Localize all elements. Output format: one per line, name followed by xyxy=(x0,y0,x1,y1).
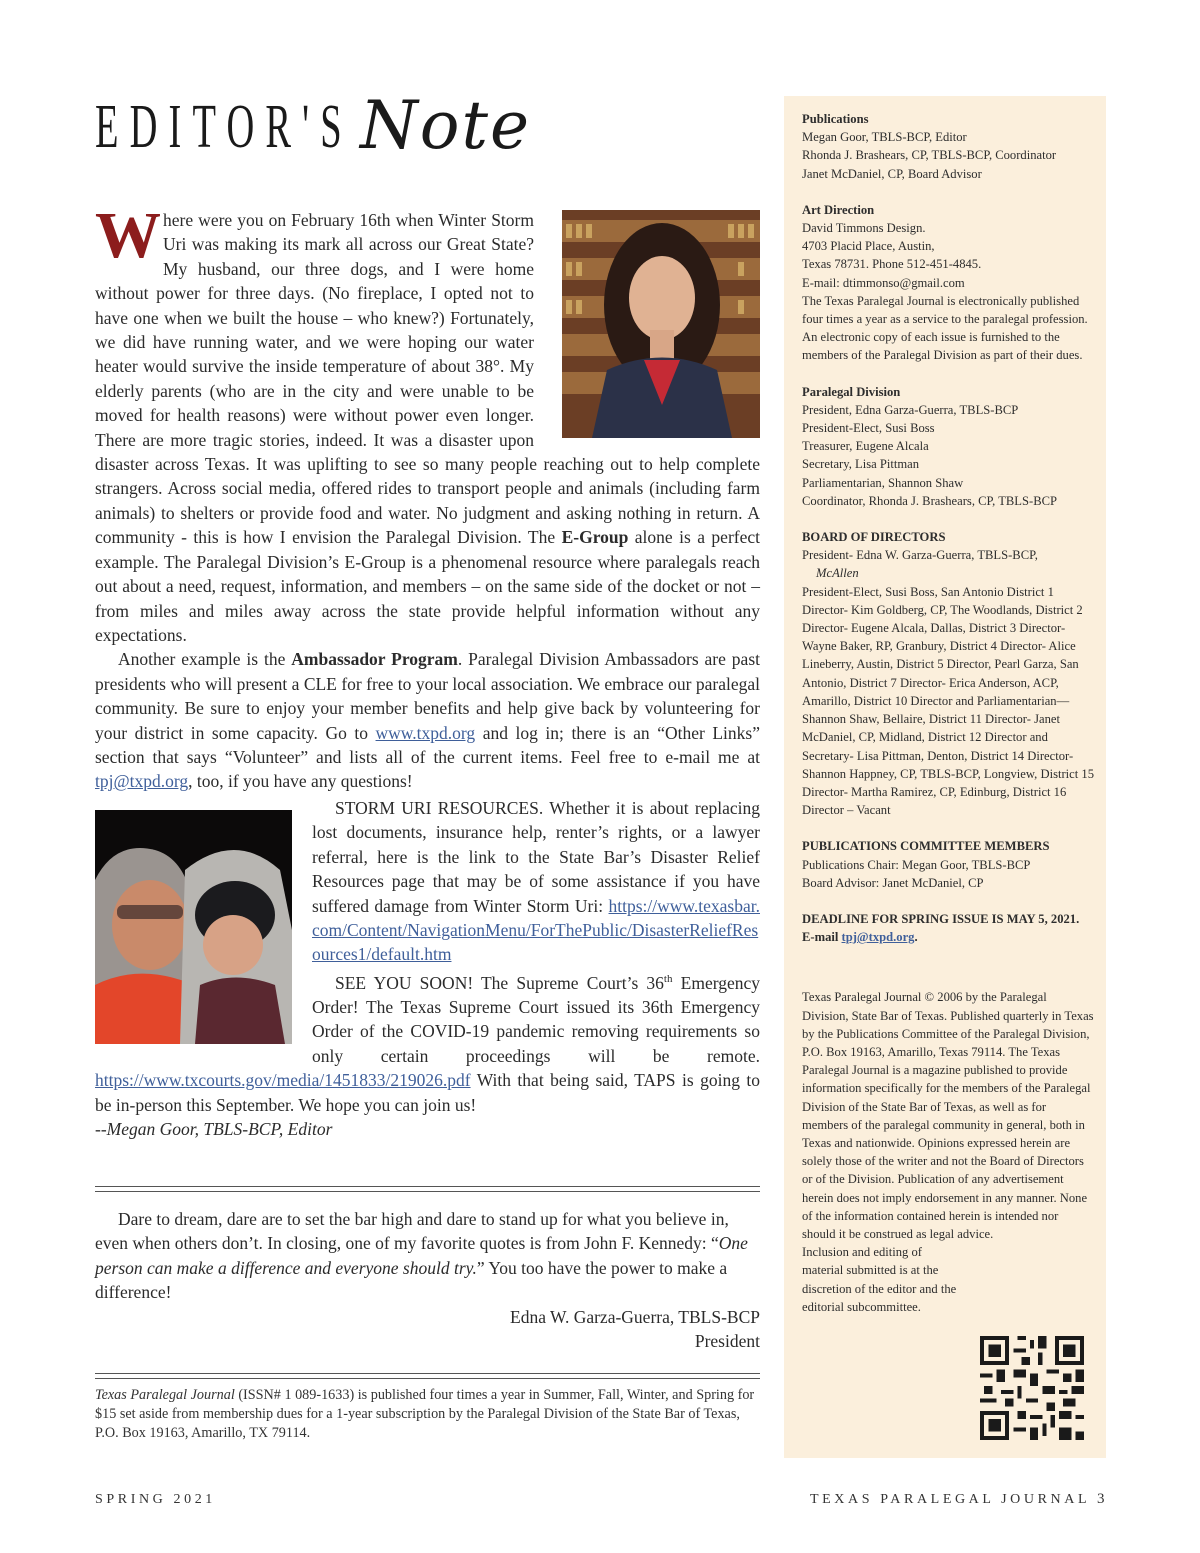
president-signature-name: Edna W. Garza-Guerra, TBLS-BCP xyxy=(510,1306,760,1327)
txcourts-link[interactable]: https://www.txcourts.gov/media/1451833/219026.pdf xyxy=(95,1070,471,1091)
art-direction-line: 4703 Placid Place, Austin, xyxy=(802,239,935,254)
superscript-th: th xyxy=(663,972,673,985)
editor-selfie-photo xyxy=(95,810,292,1044)
committee-heading: PUBLICATIONS COMMITTEE MEMBERS xyxy=(802,839,1050,854)
art-direction-heading: Art Direction xyxy=(802,202,875,217)
board-directors-list: President-Elect, Susi Boss, San Antonio District 1 Director- Kim Goldberg, CP, The Woodlands, District 2 Director- Eugene Alcala, Dallas, District 3 Director- Wayne Baker, RP, Granbury, District 4 Director- Alice Lineberry, Austin, District 5 Director, Pearl Garza, San Antonio, District 7 Director- Erica Anderson, ACP, Amarillo, District 10 Director and Parliamentarian—Shannon Shaw, Bellaire, District 11 Director- Janet McDaniel, CP, Midland, District 12 Director and Secretary- Lisa Pittman, Denton, District 14 Director- Shannon Happney, CP, TBLS-BCP, Longview, District 15 Director- Martha Ramirez, CP, Edinburg, District 16 Director – Vacant xyxy=(802,584,1094,818)
deadline-text: DEADLINE FOR SPRING ISSUE IS MAY 5, 2021. xyxy=(802,911,1080,926)
publications-heading: Publications xyxy=(802,112,869,126)
page-number: 3 xyxy=(1097,1491,1105,1507)
board-president xyxy=(802,546,1094,582)
publications-section xyxy=(802,110,1094,183)
board-president-city: McAllen xyxy=(816,566,859,581)
committee-line: Board Advisor: Janet McDaniel, CP xyxy=(802,875,984,890)
publications-line: Megan Goor, TBLS-BCP, Editor xyxy=(802,130,967,145)
closing-text-start: Dare to dream, dare are to set the bar high and dare to stand up for what you believe in, even when others don’t. In closing, one of my favorite quotes is from John F. Kennedy: “ xyxy=(95,1209,729,1254)
intro-paragraph-2-mid2: and log in; there is an “Other Links” section that says “Volunteer” and lists all of the current items. Feel free to e-mail me at xyxy=(95,722,760,767)
title-note-script: Note xyxy=(360,87,532,164)
journal-description: The Texas Paralegal Journal is electronically published four times a year as a service to the paralegal profession. An electronic copy of each issue is furnished to the members of the Paralegal Division as part of their dues. xyxy=(802,293,1088,363)
publications-committee-section xyxy=(802,837,1094,892)
president-photo xyxy=(562,210,760,438)
division-officer: Coordinator, Rhonda J. Brashears, CP, TBLS-BCP xyxy=(802,493,1057,508)
deadline-email-line xyxy=(802,928,1094,946)
tpj-email-link[interactable]: tpj@txpd.org xyxy=(95,771,189,792)
ambassador-program-bold: Ambassador Program xyxy=(291,649,458,670)
masthead-sidebar xyxy=(784,96,1106,1458)
deadline-email-link[interactable]: tpj@txpd.org xyxy=(841,930,915,945)
division-officer: Treasurer, Eugene Alcala xyxy=(802,439,929,454)
divider-double-rule-bottom xyxy=(95,1373,760,1379)
publications-line: Rhonda J. Brashears, CP, TBLS-BCP, Coordinator xyxy=(802,148,1057,163)
qr-code-icon[interactable] xyxy=(980,1336,1084,1440)
publications-line: Janet McDaniel, CP, Board Advisor xyxy=(802,166,982,181)
art-direction-line: David Timmons Design. xyxy=(802,221,926,236)
storm-paragraph-start: STORM URI RESOURCES. Whether it is about replacing lost documents, insurance help, renter’s rights, or a lawyer referral, here is the link to the State Bar’s Disaster Relief Resources page that may be of some assistance if you have suffered damage from Winter Storm Uri: xyxy=(312,798,760,916)
president-closing-section xyxy=(95,1207,760,1353)
division-officer: Secretary, Lisa Pittman xyxy=(802,457,920,472)
see-you-soon-end: With that being said, TAPS is going to be in-person this September. We hope you can join us! xyxy=(95,1070,760,1115)
closing-text-end: ” You too have the power to make a difference! xyxy=(95,1257,728,1303)
president-signature-title: President xyxy=(694,1331,760,1352)
intro-paragraph-2-start: Another example is the xyxy=(118,649,292,670)
divider-double-rule-top xyxy=(95,1186,760,1192)
copyright-notice: Texas Paralegal Journal © 2006 by the Paralegal Division, State Bar of Texas. Published quarterly in Texas by the Publications Committee of the Paralegal Division, P.O. Box 19163, Amarillo, Texas 79114. The Texas Paralegal Journal is a magazine published to provide information specifically for the members of the Paralegal Division of the State Bar of Texas, as well as for members of the paralegal community in general, both in Texas and nationwide. Opinions expressed herein are solely those of the writer and not the Board of Directors or of the Division. Publication of any advertisement herein does not imply endorsement in any manner. None of the information contained herein is intended nor should it be construed as legal advice. xyxy=(802,990,1094,1241)
footer-journal-name: TEXAS PARALEGAL JOURNAL xyxy=(810,1492,1091,1507)
intro-paragraph-1-end: alone is a perfect example. The Paralegal Division’s E-Group is a phenomenal resource where paralegals reach out about a need, request, information, and members – on the same side of the docket or not – from miles and miles away across the state provide helpful information without any expectations. xyxy=(95,527,760,645)
see-you-soon-mid: Emergency Order! The Texas Supreme Court issued its 36th Emergency Order of the COVID-19 pandemic removing requirements so only certain proceedings will be remote. xyxy=(312,972,761,1066)
paralegal-division-section xyxy=(802,383,1094,510)
texasbar-disaster-link[interactable]: https://www.texasbar.com/Content/NavigationMenu/ForThePublic/DisasterReliefResources1/default.htm xyxy=(312,895,760,965)
board-heading: BOARD OF DIRECTORS xyxy=(802,530,946,545)
see-you-soon-start: SEE YOU SOON! The Supreme Court’s 36 xyxy=(335,972,664,993)
intro-paragraph-2-mid: . Paralegal Division Ambassadors are past presidents who will present a CLE for free to your local association. We embrace our paralegal community. Be sure to enjoy your member benefits and help give back by volunteering for your district in some capacity. Go to xyxy=(95,649,760,743)
storm-resources-section xyxy=(95,796,760,1142)
issn-footnote xyxy=(95,1386,760,1443)
deadline-section xyxy=(802,910,1094,946)
committee-line: Publications Chair: Megan Goor, TBLS-BCP xyxy=(802,857,1031,872)
txpd-link[interactable]: www.txpd.org xyxy=(375,722,476,743)
board-president-text: President- Edna W. Garza-Guerra, TBLS-BCP, xyxy=(802,548,1038,563)
art-direction-email: E-mail: dtimmonso@gmail.com xyxy=(802,275,965,290)
division-officer: Parliamentarian, Shannon Shaw xyxy=(802,475,964,490)
editor-signature: --Megan Goor, TBLS-BCP, Editor xyxy=(95,1119,333,1140)
intro-paragraph-2-end: , too, if you have any questions! xyxy=(188,771,413,792)
footer-issue: SPRING 2021 xyxy=(95,1492,216,1507)
editorial-notice: Inclusion and editing of material submitted is at the discretion of the editor and the editorial subcommittee. xyxy=(802,1245,957,1314)
e-group-bold: E-Group xyxy=(561,527,629,548)
kennedy-quote: One person can make a difference and everyone should try. xyxy=(95,1233,748,1278)
email-end: . xyxy=(914,930,918,945)
drop-cap: W xyxy=(95,199,157,272)
division-officer: President-Elect, Susi Boss xyxy=(802,421,935,436)
title-editors: EDITOR'S xyxy=(95,93,353,161)
division-officer: President, Edna Garza-Guerra, TBLS-BCP xyxy=(802,402,1019,417)
art-direction-section xyxy=(802,201,1094,365)
editors-note-article xyxy=(95,199,760,794)
board-of-directors-section xyxy=(802,528,1094,819)
email-label: E-mail xyxy=(802,930,842,945)
footnote-text: (ISSN# 1 089-1633) is published four times a year in Summer, Fall, Winter, and Spring for $15 set aside from membership dues for a 1-year subscription by the Paralegal Division of the State Bar of Texas, P.O. Box 19163, Amarillo, TX 79114. xyxy=(95,1387,755,1441)
journal-name-italic: Texas Paralegal Journal xyxy=(95,1387,235,1403)
intro-paragraph-1-start: here were you on February 16th when Winter Storm Uri was making its mark all across our Great State? My husband, our three dogs, and I were home without power for three days. (No fireplace, I opted not to have one when we built the house – who knew?) Fortunately, we did have running water, and we were hoping our water heater would survive the inside temperature of about 38°. My elderly parents (who are in the city and were unable to be moved for health reasons) were without power even longer. There are more tragic stories, indeed. It was a disaster upon disaster across Texas. It was uplifting to see so many people reaching out to help complete strangers. Across social media, offered rides to transport people and animals (including farm animals) to shelters or provide food and water. No judgment and asking nothing in return. A community - this is how I envision the Paralegal Division. The xyxy=(95,210,760,548)
paralegal-division-heading: Paralegal Division xyxy=(802,384,901,399)
art-direction-line: Texas 78731. Phone 512-451-4845. xyxy=(802,257,982,272)
